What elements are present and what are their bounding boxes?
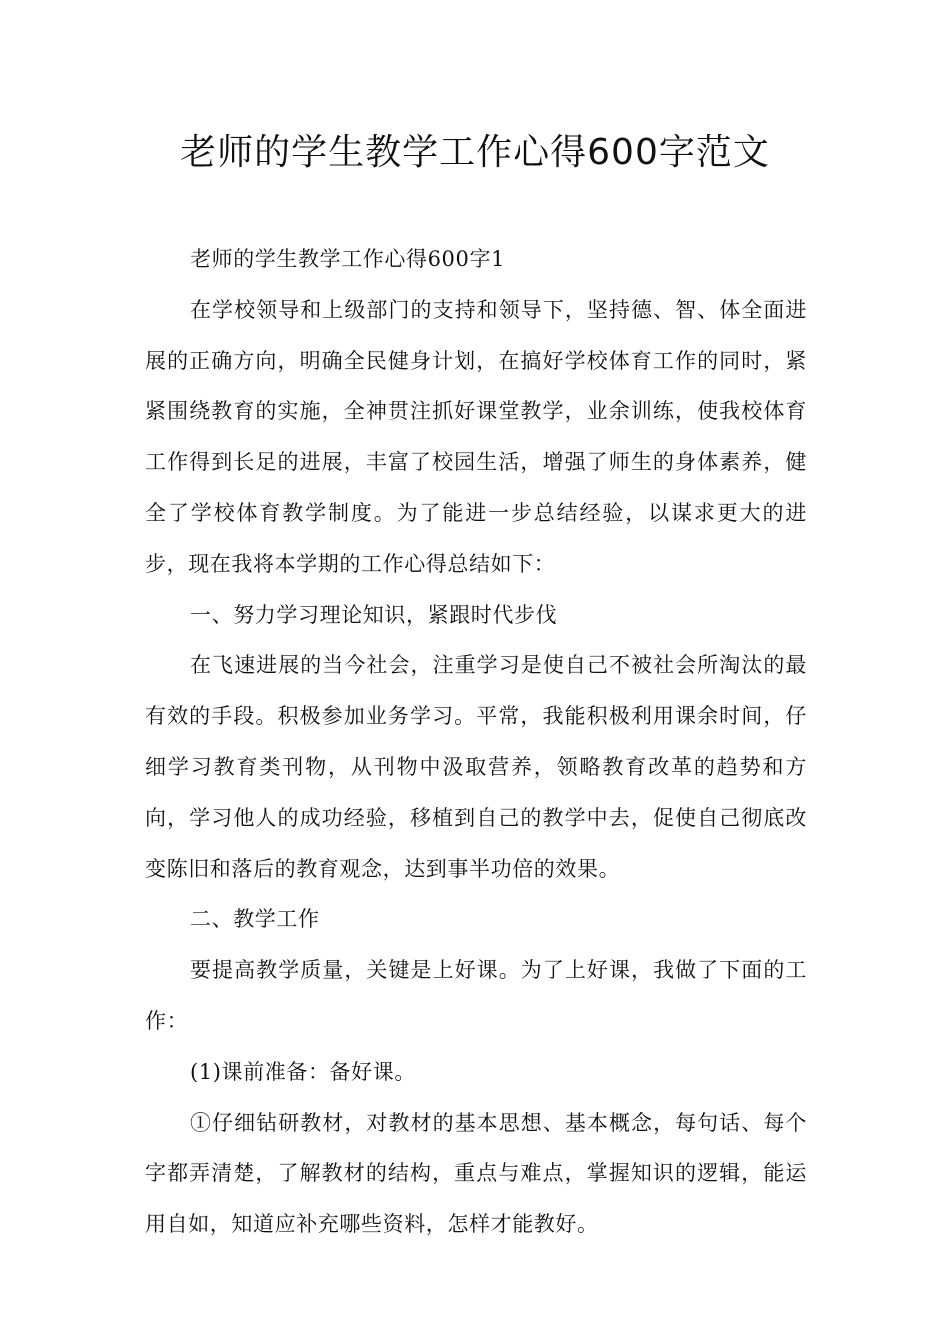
paragraph: 在飞速进展的当今社会，注重学习是使自己不被社会所淘汰的最有效的手段。积极参加业务学习。平常，我能积极利用课余时间，仔细学习教育类刊物，从刊物中汲取营养，领略教育改革的趋势和方向，学习他人的成功经验，移植到自己的教学中去，促使自己彻底改变陈旧和落后的教育观念，达到事半功倍的效果。 xyxy=(145,653,807,881)
list-item: ①仔细钻研教材，对教材的基本思想、基本概念，每句话、每个字都弄清楚，了解教材的结构，重点与难点，掌握知识的逻辑，能运用自如，知道应补充哪些资料，怎样才能教好。 xyxy=(145,1110,807,1237)
list-item: (1)课前准备：备好课。 xyxy=(190,1059,416,1084)
section-heading: 一、努力学习理论知识，紧跟时代步伐 xyxy=(190,602,558,627)
paragraph: 要提高教学质量，关键是上好课。为了上好课，我做了下面的工作： xyxy=(145,958,807,1033)
paragraph: 在学校领导和上级部门的支持和领导下，坚持德、智、体全面进展的正确方向，明确全民健身计划，在搞好学校体育工作的同时，紧紧围绕教育的实施，全神贯注抓好课堂教学，业余训练，使我校体育工作得到长足的进展，丰富了校园生活，增强了师生的身体素养，健全了学校体育教学制度。为了能进一步总结经验，以谋求更大的进步，现在我将本学期的工作心得总结如下： xyxy=(145,297,807,576)
document-title: 老师的学生教学工作心得600字范文 xyxy=(180,132,770,173)
section-heading: 老师的学生教学工作心得600字1 xyxy=(190,247,506,271)
section-heading: 二、教学工作 xyxy=(190,907,320,932)
document-body xyxy=(145,234,807,1250)
